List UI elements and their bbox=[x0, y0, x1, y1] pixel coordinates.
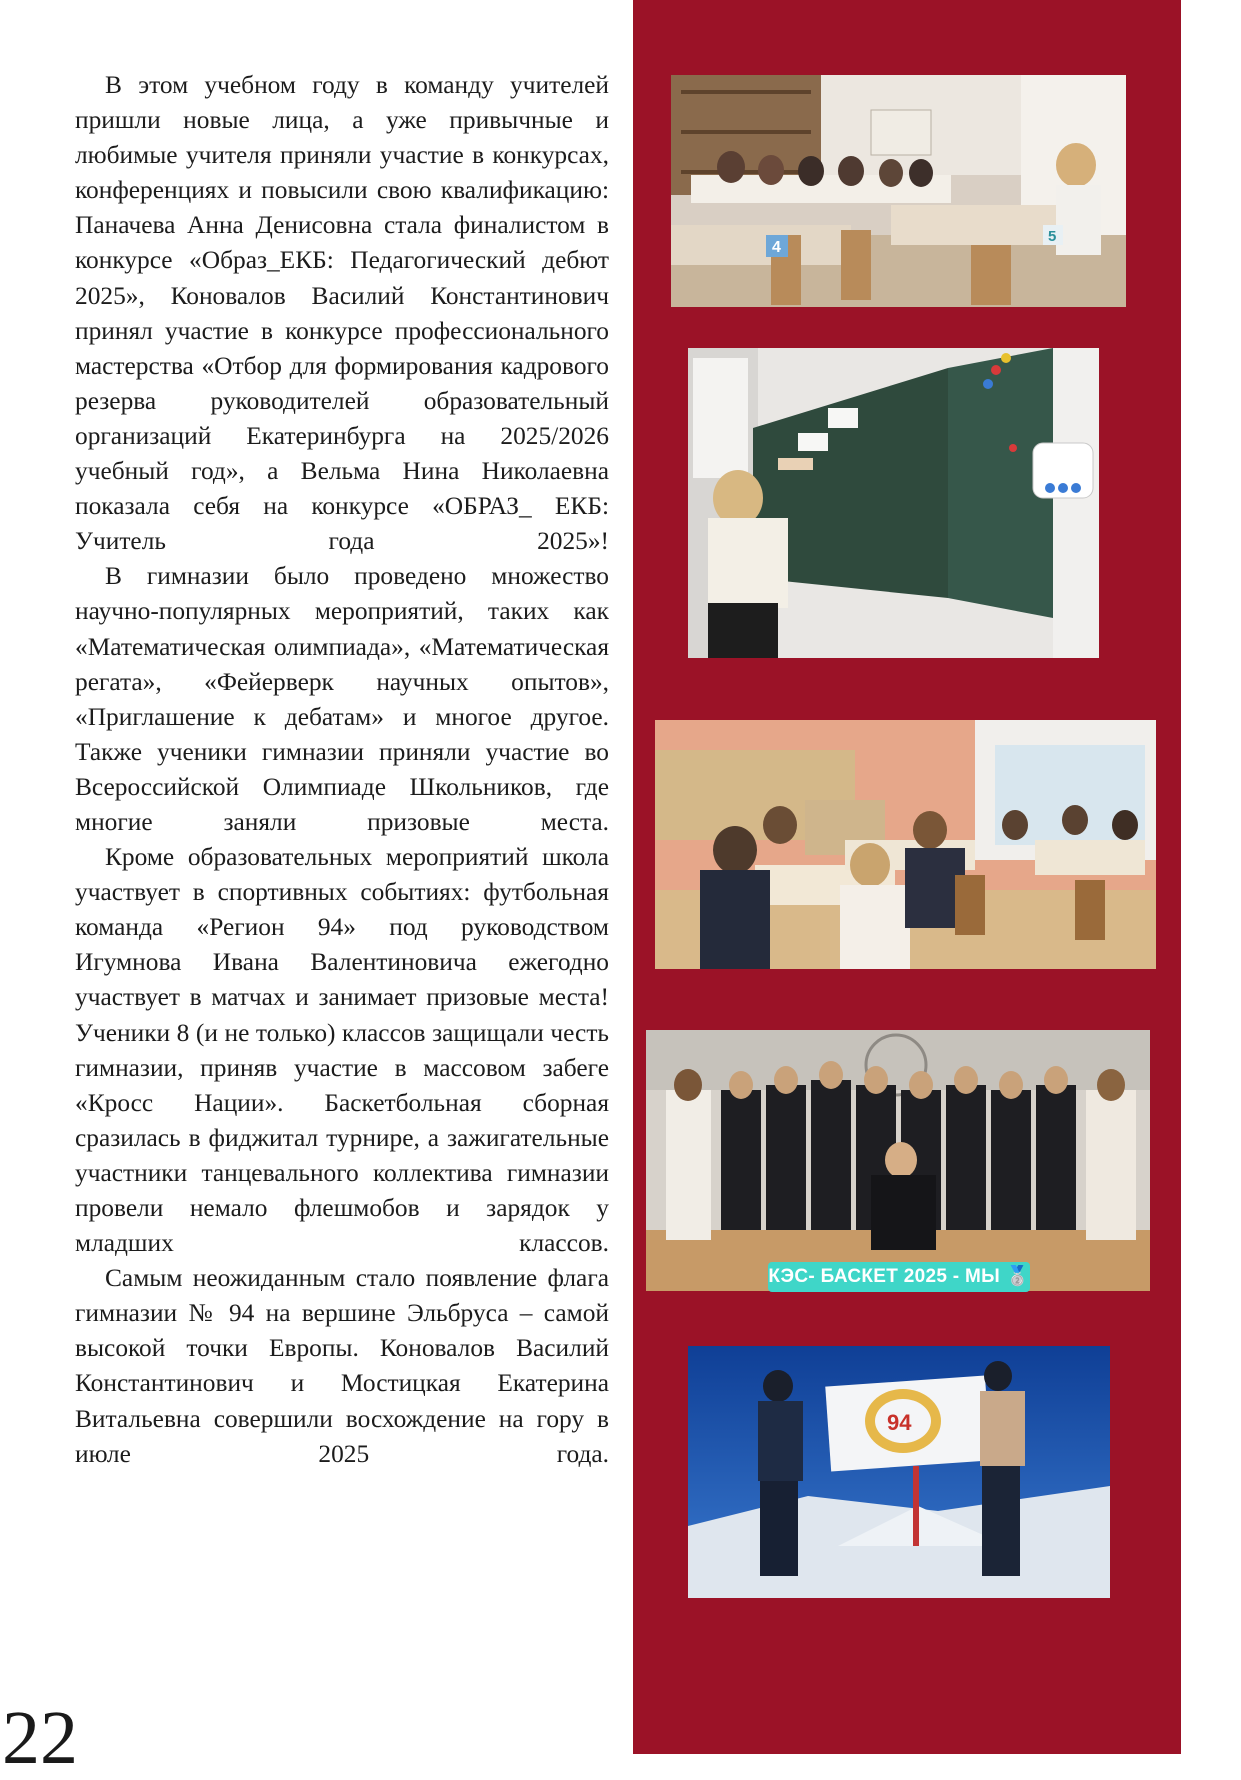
photo-basketball-team bbox=[646, 1030, 1150, 1291]
photo-teacher-board bbox=[688, 348, 1099, 658]
article-paragraph-2: В гимназии было проведено множество научно-популярных мероприятий, таких как «Математическая олимпиада», «Математическая регата», «Фейерверк научных опытов», «Приглашение к дебатам» и многое другое. Также ученики гимназии приняли участие во Всероссийской Олимпиаде Школьников, где многие заняли призовые места. bbox=[75, 562, 609, 836]
table-number-5: 5 bbox=[1048, 228, 1057, 245]
article-paragraph-3: Кроме образовательных мероприятий школа участвует в спортивных событиях: футбольная команда «Регион 94» под руководством Игумнова Ивана Валентиновича ежегодно участвует в матчах и занимает призовые места! Ученики 8 (и не только) классов защищали честь гимназии, приняв участие в массовом забеге «Кросс Нации». Баскетбольная сборная сразилась в фиджитал турнире, а зажигательные участники танцевального коллектива гимназии провели немало флешмобов и зарядок у младших классов. bbox=[75, 843, 609, 1258]
article-text bbox=[75, 68, 609, 1472]
article-paragraph-4: Самым неожиданным стало появление флага гимназии № 94 на вершине Эльбруса – самой высокой точки Европы. Коновалов Василий Константинович и Мостицкая Екатерина Витальевна совершили восхождение на гору в июле 2025 года. bbox=[75, 1264, 609, 1468]
basketball-caption-badge: КЭС- БАСКЕТ 2025 - МЫ 🥈 bbox=[768, 1262, 1030, 1292]
flag-number-94: 94 bbox=[887, 1410, 912, 1435]
photo-elbrus-flag bbox=[688, 1346, 1110, 1598]
photo-teachers-classroom bbox=[671, 75, 1126, 307]
page-number: 22 bbox=[2, 1696, 78, 1780]
table-number-4: 4 bbox=[772, 239, 781, 256]
photo-students-classroom bbox=[655, 720, 1156, 969]
article-paragraph-1: В этом учебном году в команду учителей пришли новые лица, а уже привычные и любимые учителя приняли участие в конкурсах, конференциях и повысили свою квалификацию: Паначева Анна Денисовна стала финалистом в конкурсе «Образ_ЕКБ: Педагогический дебют 2025», Коновалов Василий Константинович принял участие в конкурсе профессионального мастерства «Отбор для формирования кадрового резерва руководителей образовательный организаций Екатеринбурга на 2025/2026 учебный год», а Вельма Нина Николаевна показала себя на конкурсе «ОБРАЗ_ ЕКБ: Учитель года 2025»! bbox=[75, 71, 609, 556]
